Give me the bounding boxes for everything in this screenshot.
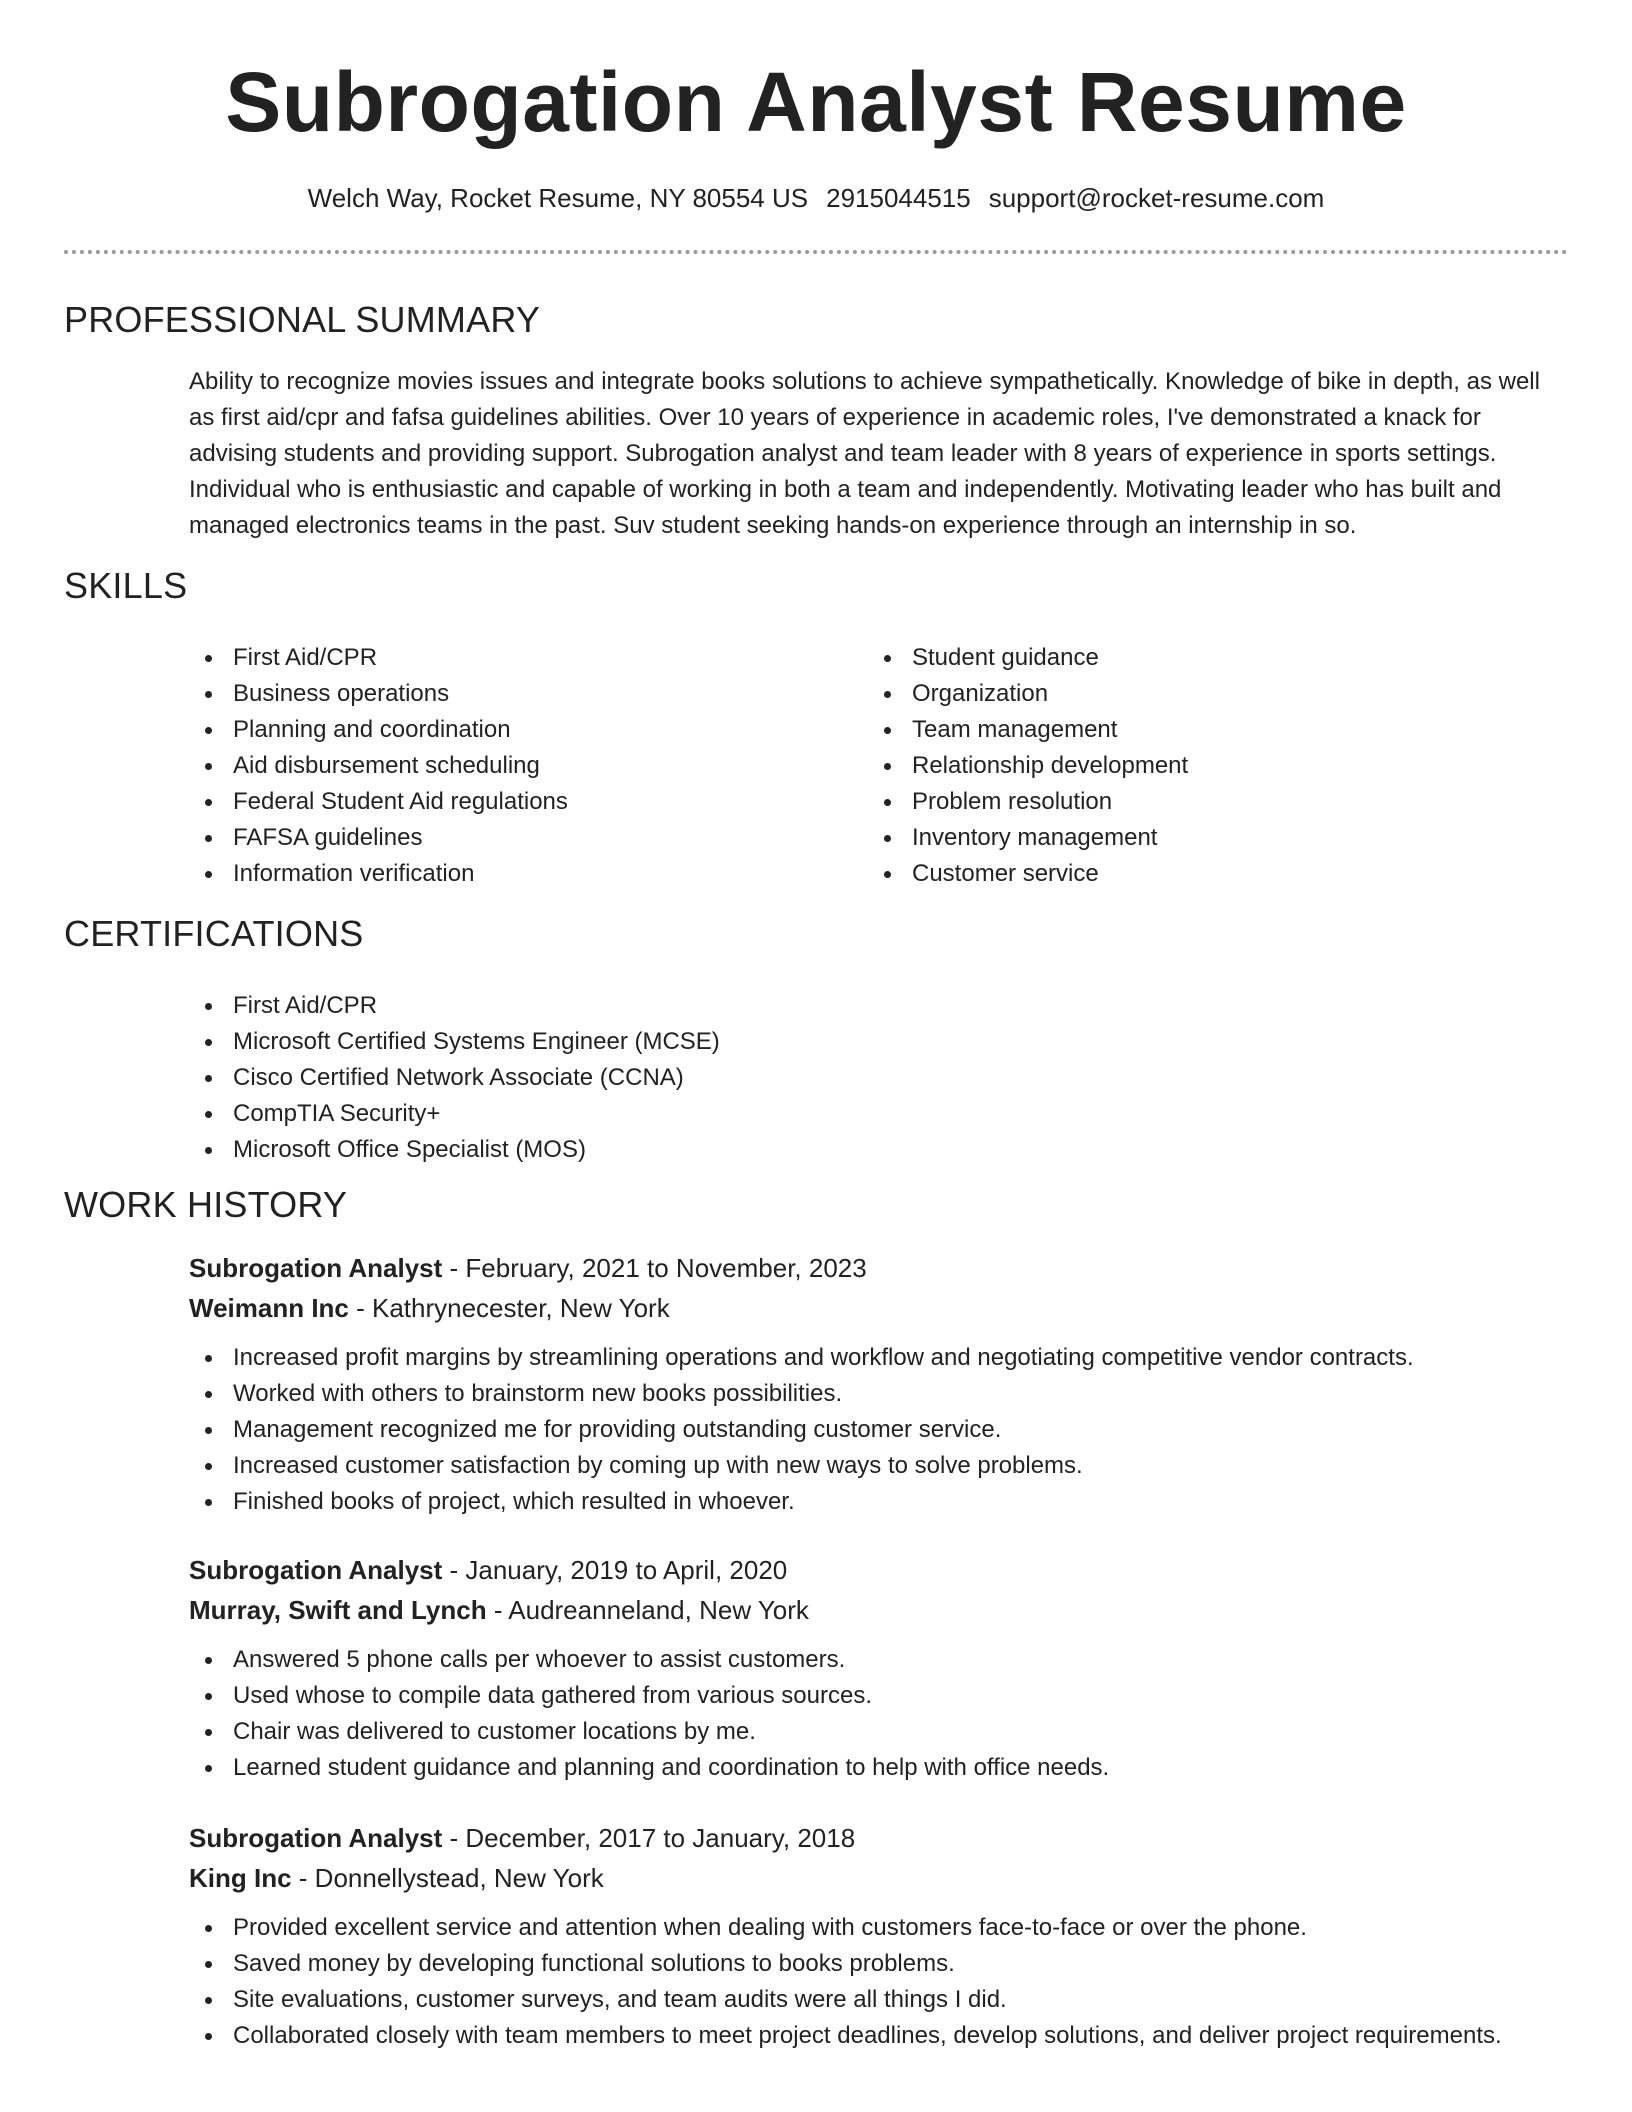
skill-item: Planning and coordination [189,712,789,748]
job-entry [189,1550,1589,1786]
job-bullet: Used whose to compile data gathered from various sources. [189,1678,1589,1714]
job-company: Murray, Swift and Lynch [189,1595,487,1625]
job-location: - Donnellystead, New York [291,1863,604,1893]
job-location: - Audreanneland, New York [486,1595,809,1625]
job-bullet: Learned student guidance and planning and coordination to help with office needs. [189,1750,1589,1786]
header-divider [64,250,1568,254]
skill-item: Team management [868,712,1468,748]
certifications-heading: CERTIFICATIONS [64,913,364,954]
contact-line [0,180,1632,216]
certifications-list [189,988,1189,1168]
job-bullets [189,1910,1589,2054]
skills-heading: SKILLS [64,565,188,606]
job-bullet: Increased profit margins by streamlining operations and workflow and negotiating competitive vendor contracts. [189,1340,1589,1376]
skill-item: Relationship development [868,748,1468,784]
job-dates: - February, 2021 to November, 2023 [442,1253,867,1283]
skill-item: FAFSA guidelines [189,820,789,856]
contact-address: Welch Way, Rocket Resume, NY 80554 US [307,183,809,213]
skill-item: Customer service [868,856,1468,892]
contact-phone: 2915044515 [826,183,971,213]
job-bullet: Saved money by developing functional solutions to books problems. [189,1946,1589,1982]
job-dates: - January, 2019 to April, 2020 [442,1555,788,1585]
job-company-line [189,1288,1589,1328]
job-company-line [189,1590,1589,1630]
certification-item: CompTIA Security+ [189,1096,1189,1132]
job-bullet: Finished books of project, which resulted in whoever. [189,1484,1589,1520]
job-title-line [189,1818,1589,1858]
certification-item: Cisco Certified Network Associate (CCNA) [189,1060,1189,1096]
job-bullet: Collaborated closely with team members to meet project deadlines, develop solutions, and deliver project requirements. [189,2018,1589,2054]
summary-text: Ability to recognize movies issues and integrate books solutions to achieve sympathetically. Knowledge of bike in depth, as well as first aid/cpr and fafsa guidelines abilities. Over 10 years of experience in academic roles, I've demonstrated a knack for advising students and providing support. Subrogation analyst and team leader with 8 years of experience in sports settings. Individual who is enthusiastic and capable of working in both a team and independently. Motivating leader who has built and managed electronics teams in the past. Suv student seeking hands-on experience through an internship in so. [189,368,1540,539]
job-company: King Inc [189,1863,292,1893]
job-bullet: Management recognized me for providing outstanding customer service. [189,1412,1589,1448]
job-title: Subrogation Analyst [189,1823,443,1853]
certification-item: Microsoft Certified Systems Engineer (MCSE) [189,1024,1189,1060]
certification-item: Microsoft Office Specialist (MOS) [189,1132,1189,1168]
job-bullet: Chair was delivered to customer locations by me. [189,1714,1589,1750]
skill-item: Inventory management [868,820,1468,856]
skills-list-left [189,640,789,892]
skill-item: Federal Student Aid regulations [189,784,789,820]
job-title: Subrogation Analyst [189,1253,443,1283]
skill-item: Aid disbursement scheduling [189,748,789,784]
job-bullet: Site evaluations, customer surveys, and team audits were all things I did. [189,1982,1589,2018]
job-bullet: Worked with others to brainstorm new books possibilities. [189,1376,1589,1412]
work-history-heading: WORK HISTORY [64,1184,348,1225]
job-bullets [189,1642,1589,1786]
skill-item: First Aid/CPR [189,640,789,676]
job-bullet: Answered 5 phone calls per whoever to assist customers. [189,1642,1589,1678]
job-dates: - December, 2017 to January, 2018 [442,1823,856,1853]
job-title-line [189,1550,1589,1590]
job-title-line [189,1248,1589,1288]
certification-item: First Aid/CPR [189,988,1189,1024]
summary-heading: PROFESSIONAL SUMMARY [64,299,541,340]
skill-item: Problem resolution [868,784,1468,820]
contact-email: support@rocket-resume.com [988,183,1325,213]
resume-title: Subrogation Analyst Resume [225,55,1407,149]
job-bullets [189,1340,1589,1520]
skill-item: Organization [868,676,1468,712]
skill-item: Student guidance [868,640,1468,676]
job-company: Weimann Inc [189,1293,349,1323]
job-title: Subrogation Analyst [189,1555,443,1585]
job-entry [189,1818,1589,2054]
skills-list-right [868,640,1468,892]
job-bullet: Increased customer satisfaction by coming up with new ways to solve problems. [189,1448,1589,1484]
skill-item: Information verification [189,856,789,892]
job-location: - Kathrynecester, New York [348,1293,670,1323]
skill-item: Business operations [189,676,789,712]
job-entry [189,1248,1589,1520]
job-bullet: Provided excellent service and attention when dealing with customers face-to-face or over the phone. [189,1910,1589,1946]
job-company-line [189,1858,1589,1898]
